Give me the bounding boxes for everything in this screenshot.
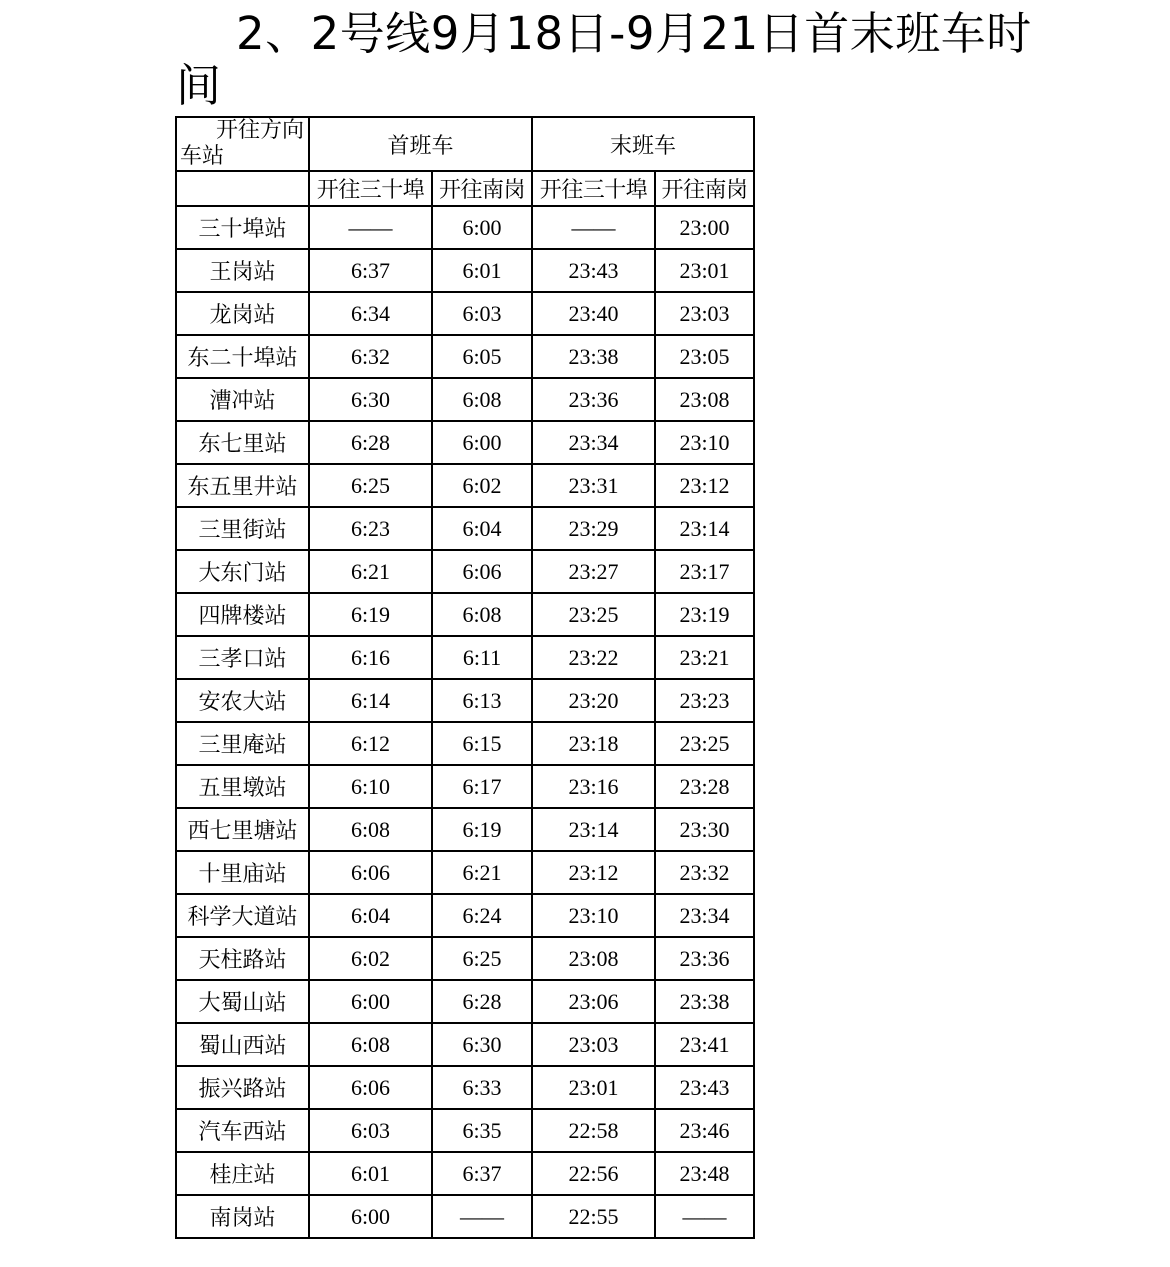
station-name-cell: 大东门站 bbox=[176, 550, 309, 593]
time-cell-first-to-nangang: 6:28 bbox=[432, 980, 532, 1023]
time-cell-last-to-sanshibu: 23:38 bbox=[532, 335, 655, 378]
station-name-cell: 东五里井站 bbox=[176, 464, 309, 507]
time-cell-first-to-nangang: 6:05 bbox=[432, 335, 532, 378]
station-name-cell: 科学大道站 bbox=[176, 894, 309, 937]
direction-header-label: 开往方向 bbox=[215, 118, 304, 143]
station-name-cell: 振兴路站 bbox=[176, 1066, 309, 1109]
time-cell-first-to-sanshibu: 6:32 bbox=[309, 335, 432, 378]
time-cell-first-to-sanshibu: 6:21 bbox=[309, 550, 432, 593]
time-cell-last-to-sanshibu: 23:20 bbox=[532, 679, 655, 722]
table-row bbox=[176, 722, 754, 765]
station-header-label: 车站 bbox=[180, 144, 225, 169]
time-cell-first-to-sanshibu: 6:12 bbox=[309, 722, 432, 765]
time-cell-last-to-sanshibu: 23:16 bbox=[532, 765, 655, 808]
time-cell-last-to-nangang: 23:00 bbox=[655, 206, 754, 249]
time-cell-first-to-nangang: 6:01 bbox=[432, 249, 532, 292]
subheader-first-to-nangang: 开往南岗 bbox=[432, 171, 532, 206]
time-cell-last-to-sanshibu: 23:22 bbox=[532, 636, 655, 679]
time-cell-first-to-sanshibu: 6:25 bbox=[309, 464, 432, 507]
time-cell-first-to-sanshibu: 6:00 bbox=[309, 1195, 432, 1238]
table-row bbox=[176, 1066, 754, 1109]
time-cell-last-to-nangang: 23:36 bbox=[655, 937, 754, 980]
time-cell-first-to-nangang: 6:35 bbox=[432, 1109, 532, 1152]
last-train-header: 末班车 bbox=[532, 117, 754, 171]
time-cell-last-to-nangang: —— bbox=[655, 1195, 754, 1238]
time-cell-first-to-sanshibu: 6:06 bbox=[309, 1066, 432, 1109]
time-cell-first-to-nangang: 6:24 bbox=[432, 894, 532, 937]
table-row bbox=[176, 851, 754, 894]
time-cell-last-to-nangang: 23:34 bbox=[655, 894, 754, 937]
station-name-cell: 南岗站 bbox=[176, 1195, 309, 1238]
time-cell-first-to-sanshibu: 6:37 bbox=[309, 249, 432, 292]
time-cell-last-to-nangang: 23:05 bbox=[655, 335, 754, 378]
time-cell-first-to-sanshibu: 6:28 bbox=[309, 421, 432, 464]
time-cell-first-to-nangang: 6:06 bbox=[432, 550, 532, 593]
time-cell-last-to-sanshibu: 23:14 bbox=[532, 808, 655, 851]
station-name-cell: 大蜀山站 bbox=[176, 980, 309, 1023]
time-cell-first-to-nangang: 6:08 bbox=[432, 593, 532, 636]
station-name-cell: 十里庙站 bbox=[176, 851, 309, 894]
time-cell-first-to-sanshibu: 6:06 bbox=[309, 851, 432, 894]
time-cell-last-to-sanshibu: 23:25 bbox=[532, 593, 655, 636]
time-cell-last-to-sanshibu: 23:06 bbox=[532, 980, 655, 1023]
time-cell-last-to-nangang: 23:21 bbox=[655, 636, 754, 679]
table-row bbox=[176, 980, 754, 1023]
time-cell-last-to-nangang: 23:12 bbox=[655, 464, 754, 507]
table-row bbox=[176, 679, 754, 722]
time-cell-last-to-nangang: 23:28 bbox=[655, 765, 754, 808]
table-row bbox=[176, 1152, 754, 1195]
time-cell-last-to-nangang: 23:19 bbox=[655, 593, 754, 636]
table-row bbox=[176, 378, 754, 421]
time-cell-first-to-sanshibu: 6:04 bbox=[309, 894, 432, 937]
time-cell-first-to-nangang: 6:02 bbox=[432, 464, 532, 507]
time-cell-last-to-sanshibu: 23:01 bbox=[532, 1066, 655, 1109]
time-cell-first-to-sanshibu: 6:00 bbox=[309, 980, 432, 1023]
time-cell-first-to-nangang: 6:00 bbox=[432, 206, 532, 249]
time-cell-first-to-nangang: 6:04 bbox=[432, 507, 532, 550]
subheader-last-to-sanshibu: 开往三十埠 bbox=[532, 171, 655, 206]
station-name-cell: 三里街站 bbox=[176, 507, 309, 550]
station-name-cell: 汽车西站 bbox=[176, 1109, 309, 1152]
table-row bbox=[176, 593, 754, 636]
time-cell-last-to-nangang: 23:46 bbox=[655, 1109, 754, 1152]
time-cell-first-to-sanshibu: 6:03 bbox=[309, 1109, 432, 1152]
time-cell-last-to-nangang: 23:23 bbox=[655, 679, 754, 722]
table-row bbox=[176, 636, 754, 679]
time-cell-first-to-nangang: 6:21 bbox=[432, 851, 532, 894]
time-cell-last-to-sanshibu: 23:34 bbox=[532, 421, 655, 464]
time-cell-last-to-sanshibu: 23:03 bbox=[532, 1023, 655, 1066]
subheader-first-to-sanshibu: 开往三十埠 bbox=[309, 171, 432, 206]
time-cell-first-to-nangang: —— bbox=[432, 1195, 532, 1238]
station-name-cell: 东七里站 bbox=[176, 421, 309, 464]
time-cell-last-to-sanshibu: 23:31 bbox=[532, 464, 655, 507]
time-cell-last-to-nangang: 23:38 bbox=[655, 980, 754, 1023]
corner-header-cell bbox=[176, 117, 309, 171]
table-row bbox=[176, 808, 754, 851]
time-cell-first-to-sanshibu: 6:08 bbox=[309, 808, 432, 851]
station-name-cell: 五里墩站 bbox=[176, 765, 309, 808]
time-cell-first-to-nangang: 6:03 bbox=[432, 292, 532, 335]
time-cell-first-to-nangang: 6:11 bbox=[432, 636, 532, 679]
time-cell-last-to-nangang: 23:17 bbox=[655, 550, 754, 593]
station-name-cell: 西七里塘站 bbox=[176, 808, 309, 851]
time-cell-first-to-sanshibu: 6:08 bbox=[309, 1023, 432, 1066]
table-row bbox=[176, 765, 754, 808]
time-cell-last-to-nangang: 23:30 bbox=[655, 808, 754, 851]
time-cell-first-to-nangang: 6:00 bbox=[432, 421, 532, 464]
time-cell-last-to-sanshibu: 22:58 bbox=[532, 1109, 655, 1152]
time-cell-first-to-nangang: 6:33 bbox=[432, 1066, 532, 1109]
time-cell-first-to-sanshibu: 6:30 bbox=[309, 378, 432, 421]
table-row bbox=[176, 335, 754, 378]
station-name-cell: 天柱路站 bbox=[176, 937, 309, 980]
empty-corner-cell bbox=[176, 171, 309, 206]
time-cell-last-to-nangang: 23:32 bbox=[655, 851, 754, 894]
time-cell-first-to-nangang: 6:25 bbox=[432, 937, 532, 980]
time-cell-last-to-nangang: 23:25 bbox=[655, 722, 754, 765]
time-cell-last-to-sanshibu: 23:10 bbox=[532, 894, 655, 937]
station-name-cell: 三孝口站 bbox=[176, 636, 309, 679]
time-cell-first-to-sanshibu: —— bbox=[309, 206, 432, 249]
time-cell-last-to-sanshibu: 23:36 bbox=[532, 378, 655, 421]
time-cell-first-to-nangang: 6:19 bbox=[432, 808, 532, 851]
time-cell-last-to-nangang: 23:03 bbox=[655, 292, 754, 335]
time-cell-first-to-nangang: 6:30 bbox=[432, 1023, 532, 1066]
time-cell-last-to-nangang: 23:14 bbox=[655, 507, 754, 550]
time-cell-last-to-sanshibu: 22:56 bbox=[532, 1152, 655, 1195]
first-train-header: 首班车 bbox=[309, 117, 532, 171]
time-cell-last-to-nangang: 23:48 bbox=[655, 1152, 754, 1195]
station-name-cell: 安农大站 bbox=[176, 679, 309, 722]
time-cell-first-to-nangang: 6:37 bbox=[432, 1152, 532, 1195]
time-cell-first-to-sanshibu: 6:01 bbox=[309, 1152, 432, 1195]
time-cell-last-to-sanshibu: 23:40 bbox=[532, 292, 655, 335]
time-cell-first-to-sanshibu: 6:34 bbox=[309, 292, 432, 335]
time-cell-first-to-sanshibu: 6:16 bbox=[309, 636, 432, 679]
table-row bbox=[176, 507, 754, 550]
station-name-cell: 龙岗站 bbox=[176, 292, 309, 335]
time-cell-last-to-sanshibu: 23:27 bbox=[532, 550, 655, 593]
subheader-last-to-nangang: 开往南岗 bbox=[655, 171, 754, 206]
station-name-cell: 三十埠站 bbox=[176, 206, 309, 249]
time-cell-last-to-sanshibu: 23:18 bbox=[532, 722, 655, 765]
time-cell-first-to-nangang: 6:15 bbox=[432, 722, 532, 765]
station-name-cell: 蜀山西站 bbox=[176, 1023, 309, 1066]
time-cell-last-to-nangang: 23:08 bbox=[655, 378, 754, 421]
time-cell-last-to-sanshibu: 23:29 bbox=[532, 507, 655, 550]
time-cell-first-to-nangang: 6:08 bbox=[432, 378, 532, 421]
time-cell-last-to-sanshibu: —— bbox=[532, 206, 655, 249]
page-title: 2、2号线9月18日-9月21日首末班车时间 bbox=[176, 7, 1032, 112]
time-cell-first-to-nangang: 6:13 bbox=[432, 679, 532, 722]
time-cell-last-to-sanshibu: 23:08 bbox=[532, 937, 655, 980]
time-cell-first-to-sanshibu: 6:23 bbox=[309, 507, 432, 550]
time-cell-first-to-sanshibu: 6:14 bbox=[309, 679, 432, 722]
station-name-cell: 桂庄站 bbox=[176, 1152, 309, 1195]
time-cell-last-to-nangang: 23:43 bbox=[655, 1066, 754, 1109]
time-cell-last-to-nangang: 23:01 bbox=[655, 249, 754, 292]
table-row bbox=[176, 421, 754, 464]
station-name-cell: 漕冲站 bbox=[176, 378, 309, 421]
time-cell-first-to-nangang: 6:17 bbox=[432, 765, 532, 808]
station-name-cell: 三里庵站 bbox=[176, 722, 309, 765]
time-cell-first-to-sanshibu: 6:19 bbox=[309, 593, 432, 636]
station-name-cell: 东二十埠站 bbox=[176, 335, 309, 378]
table-row bbox=[176, 206, 754, 249]
time-cell-last-to-sanshibu: 23:12 bbox=[532, 851, 655, 894]
time-cell-last-to-nangang: 23:10 bbox=[655, 421, 754, 464]
table-row bbox=[176, 1023, 754, 1066]
table-row bbox=[176, 550, 754, 593]
table-row bbox=[176, 249, 754, 292]
time-cell-first-to-sanshibu: 6:10 bbox=[309, 765, 432, 808]
time-cell-last-to-sanshibu: 23:43 bbox=[532, 249, 655, 292]
time-cell-last-to-sanshibu: 22:55 bbox=[532, 1195, 655, 1238]
header-row bbox=[176, 117, 754, 171]
table-row bbox=[176, 894, 754, 937]
table-row bbox=[176, 464, 754, 507]
table-row bbox=[176, 1195, 754, 1238]
station-name-cell: 四牌楼站 bbox=[176, 593, 309, 636]
schedule-table bbox=[175, 116, 755, 1239]
table-row bbox=[176, 1109, 754, 1152]
table-row bbox=[176, 937, 754, 980]
time-cell-last-to-nangang: 23:41 bbox=[655, 1023, 754, 1066]
subheader-row bbox=[176, 171, 754, 206]
time-cell-first-to-sanshibu: 6:02 bbox=[309, 937, 432, 980]
station-name-cell: 王岗站 bbox=[176, 249, 309, 292]
table-row bbox=[176, 292, 754, 335]
